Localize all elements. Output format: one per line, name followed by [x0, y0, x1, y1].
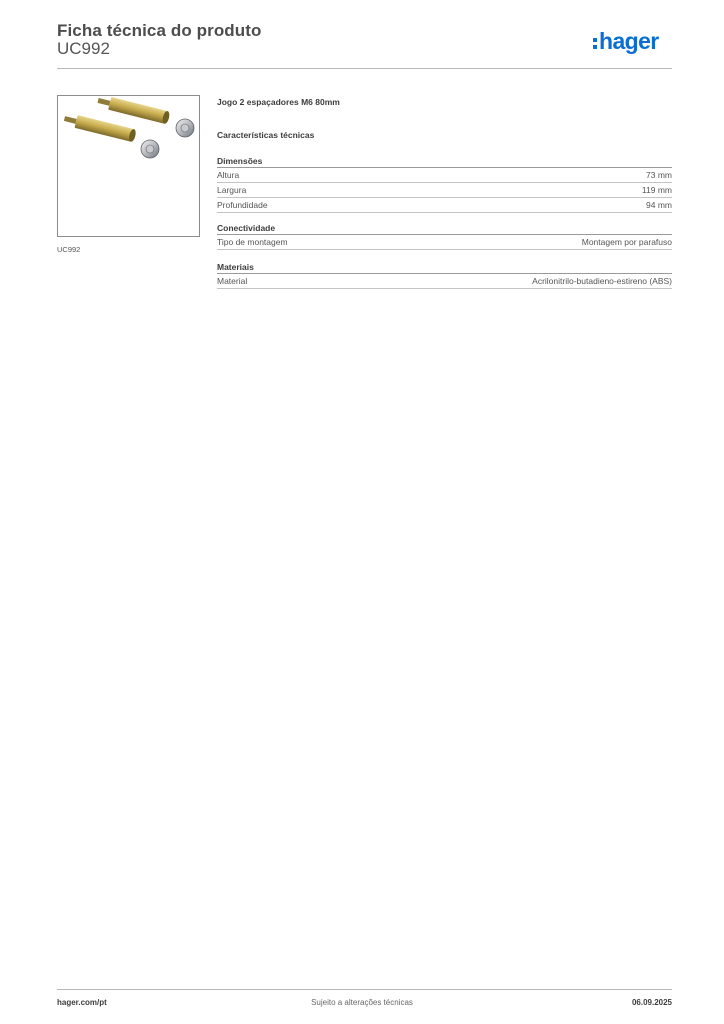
spec-group-materials [217, 261, 672, 289]
page-title: Ficha técnica do produto [57, 21, 262, 40]
spacer-illustration [58, 96, 199, 236]
spec-group-title: Dimensões [217, 155, 672, 168]
screw-head-2 [141, 140, 159, 158]
spec-value: 94 mm [646, 200, 672, 210]
specs-section-title: Características técnicas [217, 130, 315, 140]
spec-row [217, 168, 672, 183]
spec-row [217, 183, 672, 198]
footer-date: 06.09.2025 [631, 998, 672, 1007]
spec-label: Tipo de montagem [217, 237, 288, 247]
spec-value: Acrilonitrilo-butadieno-estireno (ABS) [532, 276, 672, 286]
spec-value: 73 mm [646, 170, 672, 180]
spec-row [217, 235, 672, 250]
spec-row [217, 274, 672, 289]
spec-group-dimensions [217, 155, 672, 213]
image-caption: UC992 [57, 245, 81, 254]
product-code: UC992 [57, 39, 110, 58]
spec-row [217, 198, 672, 213]
spec-group-connectivity [217, 222, 672, 250]
spec-label: Profundidade [217, 200, 268, 210]
spec-value: 119 mm [641, 185, 672, 195]
header-divider [57, 68, 672, 69]
footer-divider [57, 989, 672, 990]
product-name: Jogo 2 espaçadores M6 80mm [217, 97, 340, 107]
spec-value: Montagem por parafuso [581, 237, 672, 247]
footer-website-link[interactable]: hager.com/pt [57, 998, 107, 1007]
logo-text: hager [599, 28, 659, 54]
product-image [57, 95, 200, 237]
spec-group-title: Conectividade [217, 222, 672, 235]
hager-logo [592, 27, 674, 57]
spec-label: Material [217, 276, 248, 286]
screw-head-1 [176, 119, 194, 137]
spec-group-title: Materiais [217, 261, 672, 274]
spec-label: Altura [217, 170, 240, 180]
footer-note: Sujeito a alterações técnicas [311, 998, 413, 1007]
spec-label: Largura [217, 185, 247, 195]
